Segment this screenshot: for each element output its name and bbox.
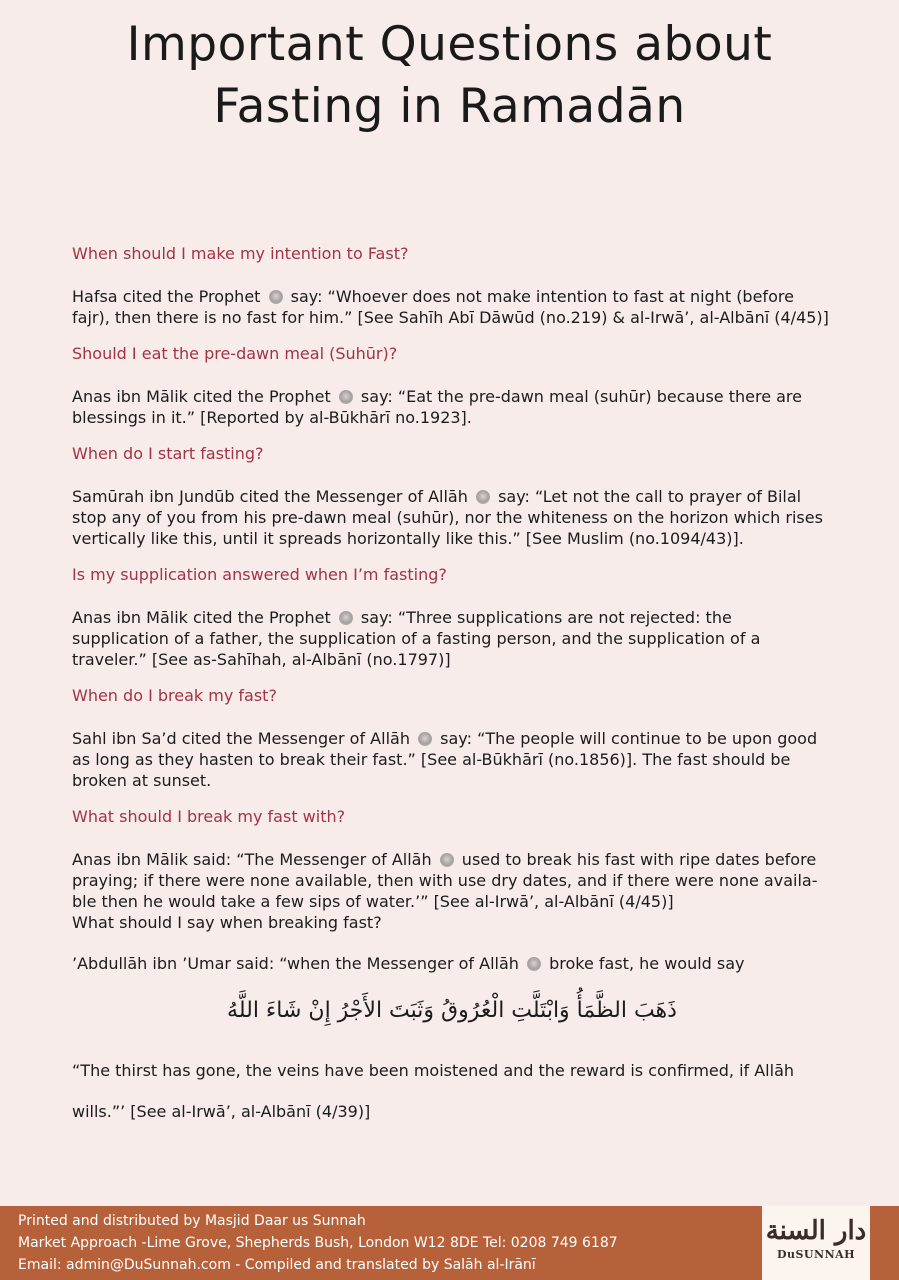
honorific-icon xyxy=(339,611,353,625)
footer-text xyxy=(18,1210,618,1276)
section-start-fasting xyxy=(72,443,832,549)
footer-line-1: Printed and distributed by Masjid Daar us Sunnah xyxy=(18,1213,366,1229)
question-heading: When do I break my fast? xyxy=(72,686,277,705)
answer-text: Anas ibn Mālik said: “The Messenger of Allāh used to break his fast with ripe dates before praying; if there were none available, then with use dry dates, and if there were none availa-ble then he would take a few sips of water.’” [See al-Irwā’, al-Albānī (4/45)] xyxy=(72,850,818,911)
honorific-icon xyxy=(339,390,353,404)
answer-text: Anas ibn Mālik cited the Prophet say: “Three supplications are not rejected: the supplication of a father, the supplication of a fasting person, and the supplication of a traveler.” [See as-Sahīhah, al-Albānī (no.1797)] xyxy=(72,608,761,669)
section-break-with xyxy=(72,806,832,1122)
title-line-2: Fasting in Ramadān xyxy=(213,79,686,134)
logo-arabic: دار السنة xyxy=(765,1216,867,1246)
footer xyxy=(0,1206,899,1280)
footer-line-3: Email: admin@DuSunnah.com - Compiled and translated by Salāh al-Irānī xyxy=(18,1257,536,1273)
logo xyxy=(762,1206,870,1280)
arabic-supplication: ذَهَبَ الظَّمَأُ وَابْتَلَّتِ الْعُرُوقُ وَثَبَتَ الأَجْرُ إِنْ شَاءَ اللَّهُ xyxy=(227,998,677,1023)
content xyxy=(72,243,832,1137)
followup-question: What should I say when breaking fast? xyxy=(72,913,382,932)
translation-line-2: wills.”’ [See al-Irwā’, al-Albānī (4/39)] xyxy=(72,1102,371,1121)
question-heading: What should I break my fast with? xyxy=(72,807,346,826)
question-heading: When do I start fasting? xyxy=(72,444,264,463)
answer-text: Samūrah ibn Jundūb cited the Messenger of Allāh say: “Let not the call to prayer of Bilal stop any of you from his pre-dawn meal (suhūr), nor the whiteness on the horizon which rises vertically like this, until it spreads horizontally like this.” [See Muslim (no.1094/43)]. xyxy=(72,487,823,548)
answer-text: Hafsa cited the Prophet say: “Whoever does not make intention to fast at night (before fajr), then there is no fast for him.” [See Sahīh Abī Dāwūd (no.219) & al-Irwā’, al-Albānī (4/45)] xyxy=(72,287,829,327)
section-break-fast xyxy=(72,685,832,791)
answer-text: Anas ibn Mālik cited the Prophet say: “Eat the pre-dawn meal (suhūr) because there are blessings in it.” [Reported by al-Būkhārī no.1923]. xyxy=(72,387,802,427)
honorific-icon xyxy=(418,732,432,746)
question-heading: When should I make my intention to Fast? xyxy=(72,244,409,263)
section-suhur xyxy=(72,343,832,428)
translation-line-1: “The thirst has gone, the veins have been moistened and the reward is confirmed, if Allāh xyxy=(72,1061,795,1080)
section-supplication xyxy=(72,564,832,670)
logo-text: DuSUNNAH xyxy=(776,1248,856,1261)
page-title xyxy=(0,14,899,138)
question-heading: Is my supplication answered when I’m fasting? xyxy=(72,565,447,584)
question-heading: Should I eat the pre-dawn meal (Suhūr)? xyxy=(72,344,398,363)
answer-text: Sahl ibn Sa’d cited the Messenger of Allāh say: “The people will continue to be upon good as long as they hasten to break their fast.” [See al-Būkhārī (no.1856)]. The fast should be broken at sunset. xyxy=(72,729,818,790)
honorific-icon xyxy=(269,290,283,304)
footer-line-2: Market Approach -Lime Grove, Shepherds Bush, London W12 8DE Tel: 0208 749 6187 xyxy=(18,1235,618,1251)
quote-intro: ’Abdullāh ibn ’Umar said: “when the Messenger of Allāh broke fast, he would say xyxy=(72,954,745,973)
section-intention xyxy=(72,243,832,328)
honorific-icon xyxy=(440,853,454,867)
honorific-icon xyxy=(476,490,490,504)
honorific-icon xyxy=(527,957,541,971)
title-line-1: Important Questions about xyxy=(126,17,773,72)
